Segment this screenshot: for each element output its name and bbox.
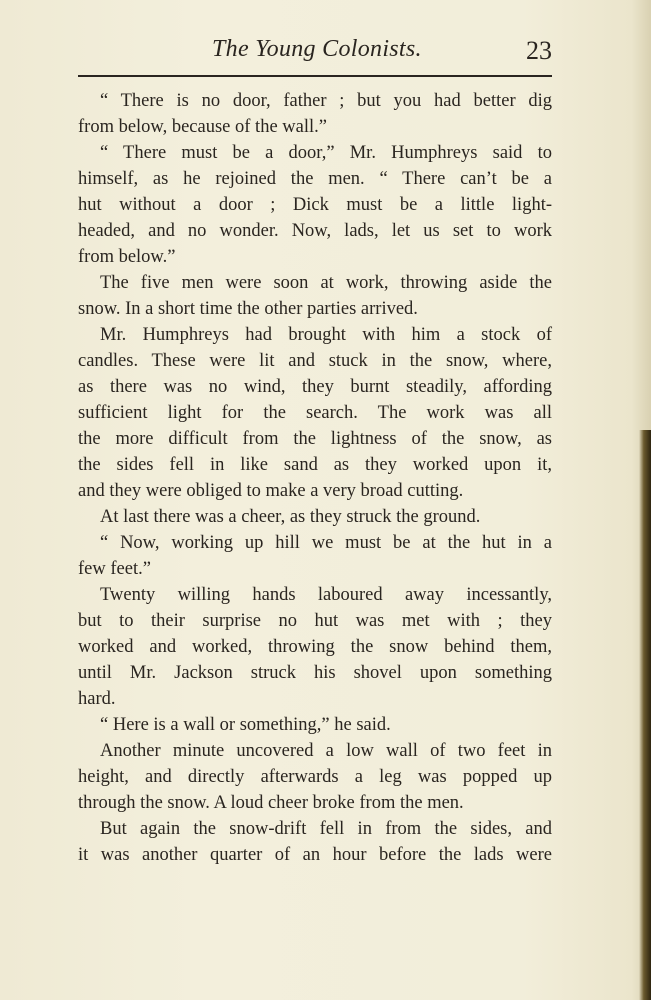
header-rule — [78, 75, 552, 77]
text-line: and they were obliged to make a very broad cutting. — [78, 481, 464, 501]
text-line: The five men were soon at work, throwing aside the — [100, 273, 552, 293]
text-line: Another minute uncovered a low wall of two feet in — [100, 741, 552, 761]
text-line: Mr. Humphreys had brought with him a stock of — [100, 325, 552, 345]
text-line: few feet.” — [78, 559, 151, 579]
text-line: himself, as he rejoined the men. “ There can’t be a — [78, 169, 552, 189]
text-line: But again the snow-drift fell in from the sides, and — [100, 819, 552, 839]
text-line: but to their surprise no hut was met with ; they — [78, 611, 552, 631]
text-line: until Mr. Jackson struck his shovel upon something — [78, 663, 552, 683]
page-header — [78, 30, 552, 76]
text-line: through the snow. A loud cheer broke from the men. — [78, 793, 464, 813]
text-line: At last there was a cheer, as they struck the ground. — [100, 507, 481, 527]
text-line: the more difficult from the lightness of the snow, as — [78, 429, 552, 449]
text-line: headed, and no wonder. Now, lads, let us set to work — [78, 221, 552, 241]
text-line: snow. In a short time the other parties arrived. — [78, 299, 418, 319]
text-line: as there was no wind, they burnt steadily, affording — [78, 377, 552, 397]
text-line: it was another quarter of an hour before the lads were — [78, 845, 552, 865]
text-line: hut without a door ; Dick must be a little light- — [78, 195, 552, 215]
book-spine-shadow — [639, 430, 651, 1000]
text-line: Twenty willing hands laboured away incessantly, — [100, 585, 552, 605]
body-text — [78, 88, 552, 868]
text-line: from below, because of the wall.” — [78, 117, 327, 137]
text-line: “ There must be a door,” Mr. Humphreys said to — [100, 143, 552, 163]
text-line: height, and directly afterwards a leg was popped up — [78, 767, 552, 787]
page-number: 23 — [526, 36, 552, 65]
text-line: worked and worked, throwing the snow behind them, — [78, 637, 552, 657]
text-line: “ Now, working up hill we must be at the hut in a — [100, 533, 552, 553]
text-line: hard. — [78, 689, 116, 709]
running-title: The Young Colonists. — [212, 36, 422, 62]
text-line: sufficient light for the search. The work was all — [78, 403, 552, 423]
text-line: “ There is no door, father ; but you had better dig — [100, 91, 552, 111]
text-line: candles. These were lit and stuck in the snow, where, — [78, 351, 552, 371]
text-line: “ Here is a wall or something,” he said. — [100, 715, 391, 735]
text-line: from below.” — [78, 247, 176, 267]
text-line: the sides fell in like sand as they worked upon it, — [78, 455, 552, 475]
